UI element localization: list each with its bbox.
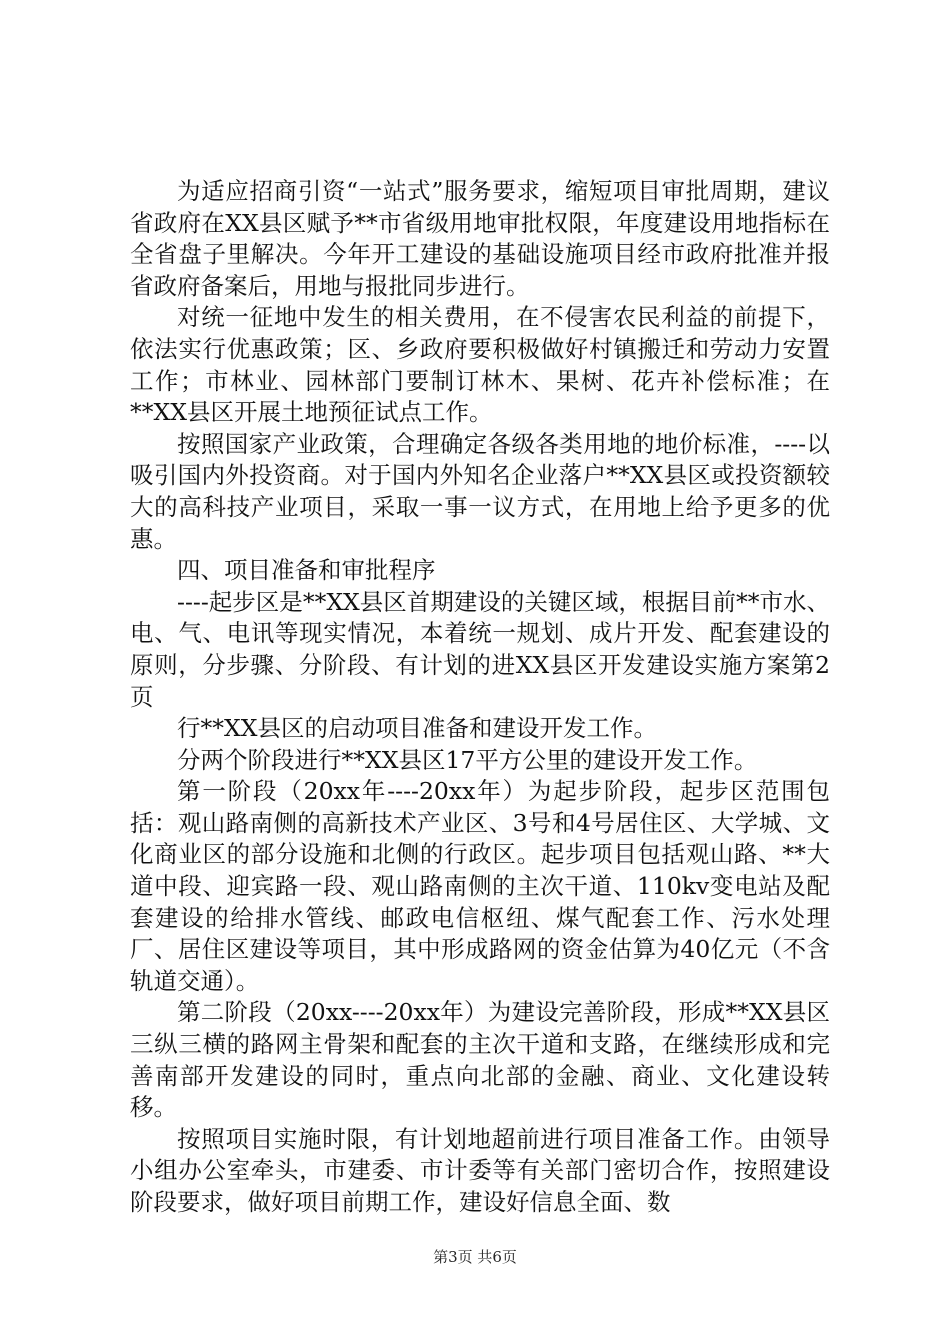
paragraph-land-fees: 对统一征地中发生的相关费用，在不侵害农民利益的前提下，依法实行优惠政策；区、乡政府要积极做好村镇搬迁和劳动力安置工作；市林业、园林部门要制订林木、果树、花卉补偿标准；在**XX县区开展土地预征试点工作。 xyxy=(130,303,830,427)
paragraph-two-phases: 分两个阶段进行**XX县区17平方公里的建设开发工作。 xyxy=(177,745,758,774)
paragraph-startup-projects: 行**XX县区的启动项目准备和建设开发工作。 xyxy=(177,714,657,743)
paragraph-land-price: 按照国家产业政策，合理确定各级各类用地的地价标准，----以吸引国内外投资商。对于国内外知名企业落户**XX县区或投资额较大的高科技产业项目，采取一事一议方式，在用地上给予更多的优惠。 xyxy=(130,429,830,553)
paragraph-project-preparation: 按照项目实施时限，有计划地超前进行项目准备工作。由领导小组办公室牵头，市建委、市计委等有关部门密切合作，按照建设阶段要求，做好项目前期工作，建设好信息全面、数 xyxy=(130,1124,830,1216)
paragraph-phase-one: 第一阶段（20xx年----20xx年）为起步阶段，起步区范围包括：观山路南侧的高新技术产业区、3号和4号居住区、大学城、文化商业区的部分设施和北侧的行政区。起步项目包括观山路、**大道中段、迎宾路一段、观山路南侧的主次干道、110kv变电站及配套建设的给排水管线、邮政电信枢纽、煤气配套工作、污水处理厂、居住区建设等项目，其中形成路网的资金估算为40亿元（不含轨道交通）。 xyxy=(130,777,830,995)
paragraph-startup-zone: ----起步区是**XX县区首期建设的关键区域，根据目前**市水、电、气、电讯等现实情况，本着统一规划、成片开发、配套建设的原则，分步骤、分阶段、有计划的进XX县区开发建设实施方案第2页 xyxy=(130,587,830,711)
document-body xyxy=(130,176,830,1219)
section-heading-project-preparation: 四、项目准备和审批程序 xyxy=(177,556,436,585)
paragraph-phase-two: 第二阶段（20xx----20xx年）为建设完善阶段，形成**XX县区三纵三横的路网主骨架和配套的主次干道和支路，在继续形成和完善南部开发建设的同时，重点向北部的金融、商业、文化建设转移。 xyxy=(130,998,830,1122)
paragraph-approval-authority: 为适应招商引资“一站式”服务要求，缩短项目审批周期，建议省政府在XX县区赋予**市省级用地审批权限，年度建设用地指标在全省盘子里解决。今年开工建设的基础设施项目经市政府批准并报省政府备案后，用地与报批同步进行。 xyxy=(130,177,830,300)
page-footer: 第3页 共6页 xyxy=(433,1248,517,1266)
